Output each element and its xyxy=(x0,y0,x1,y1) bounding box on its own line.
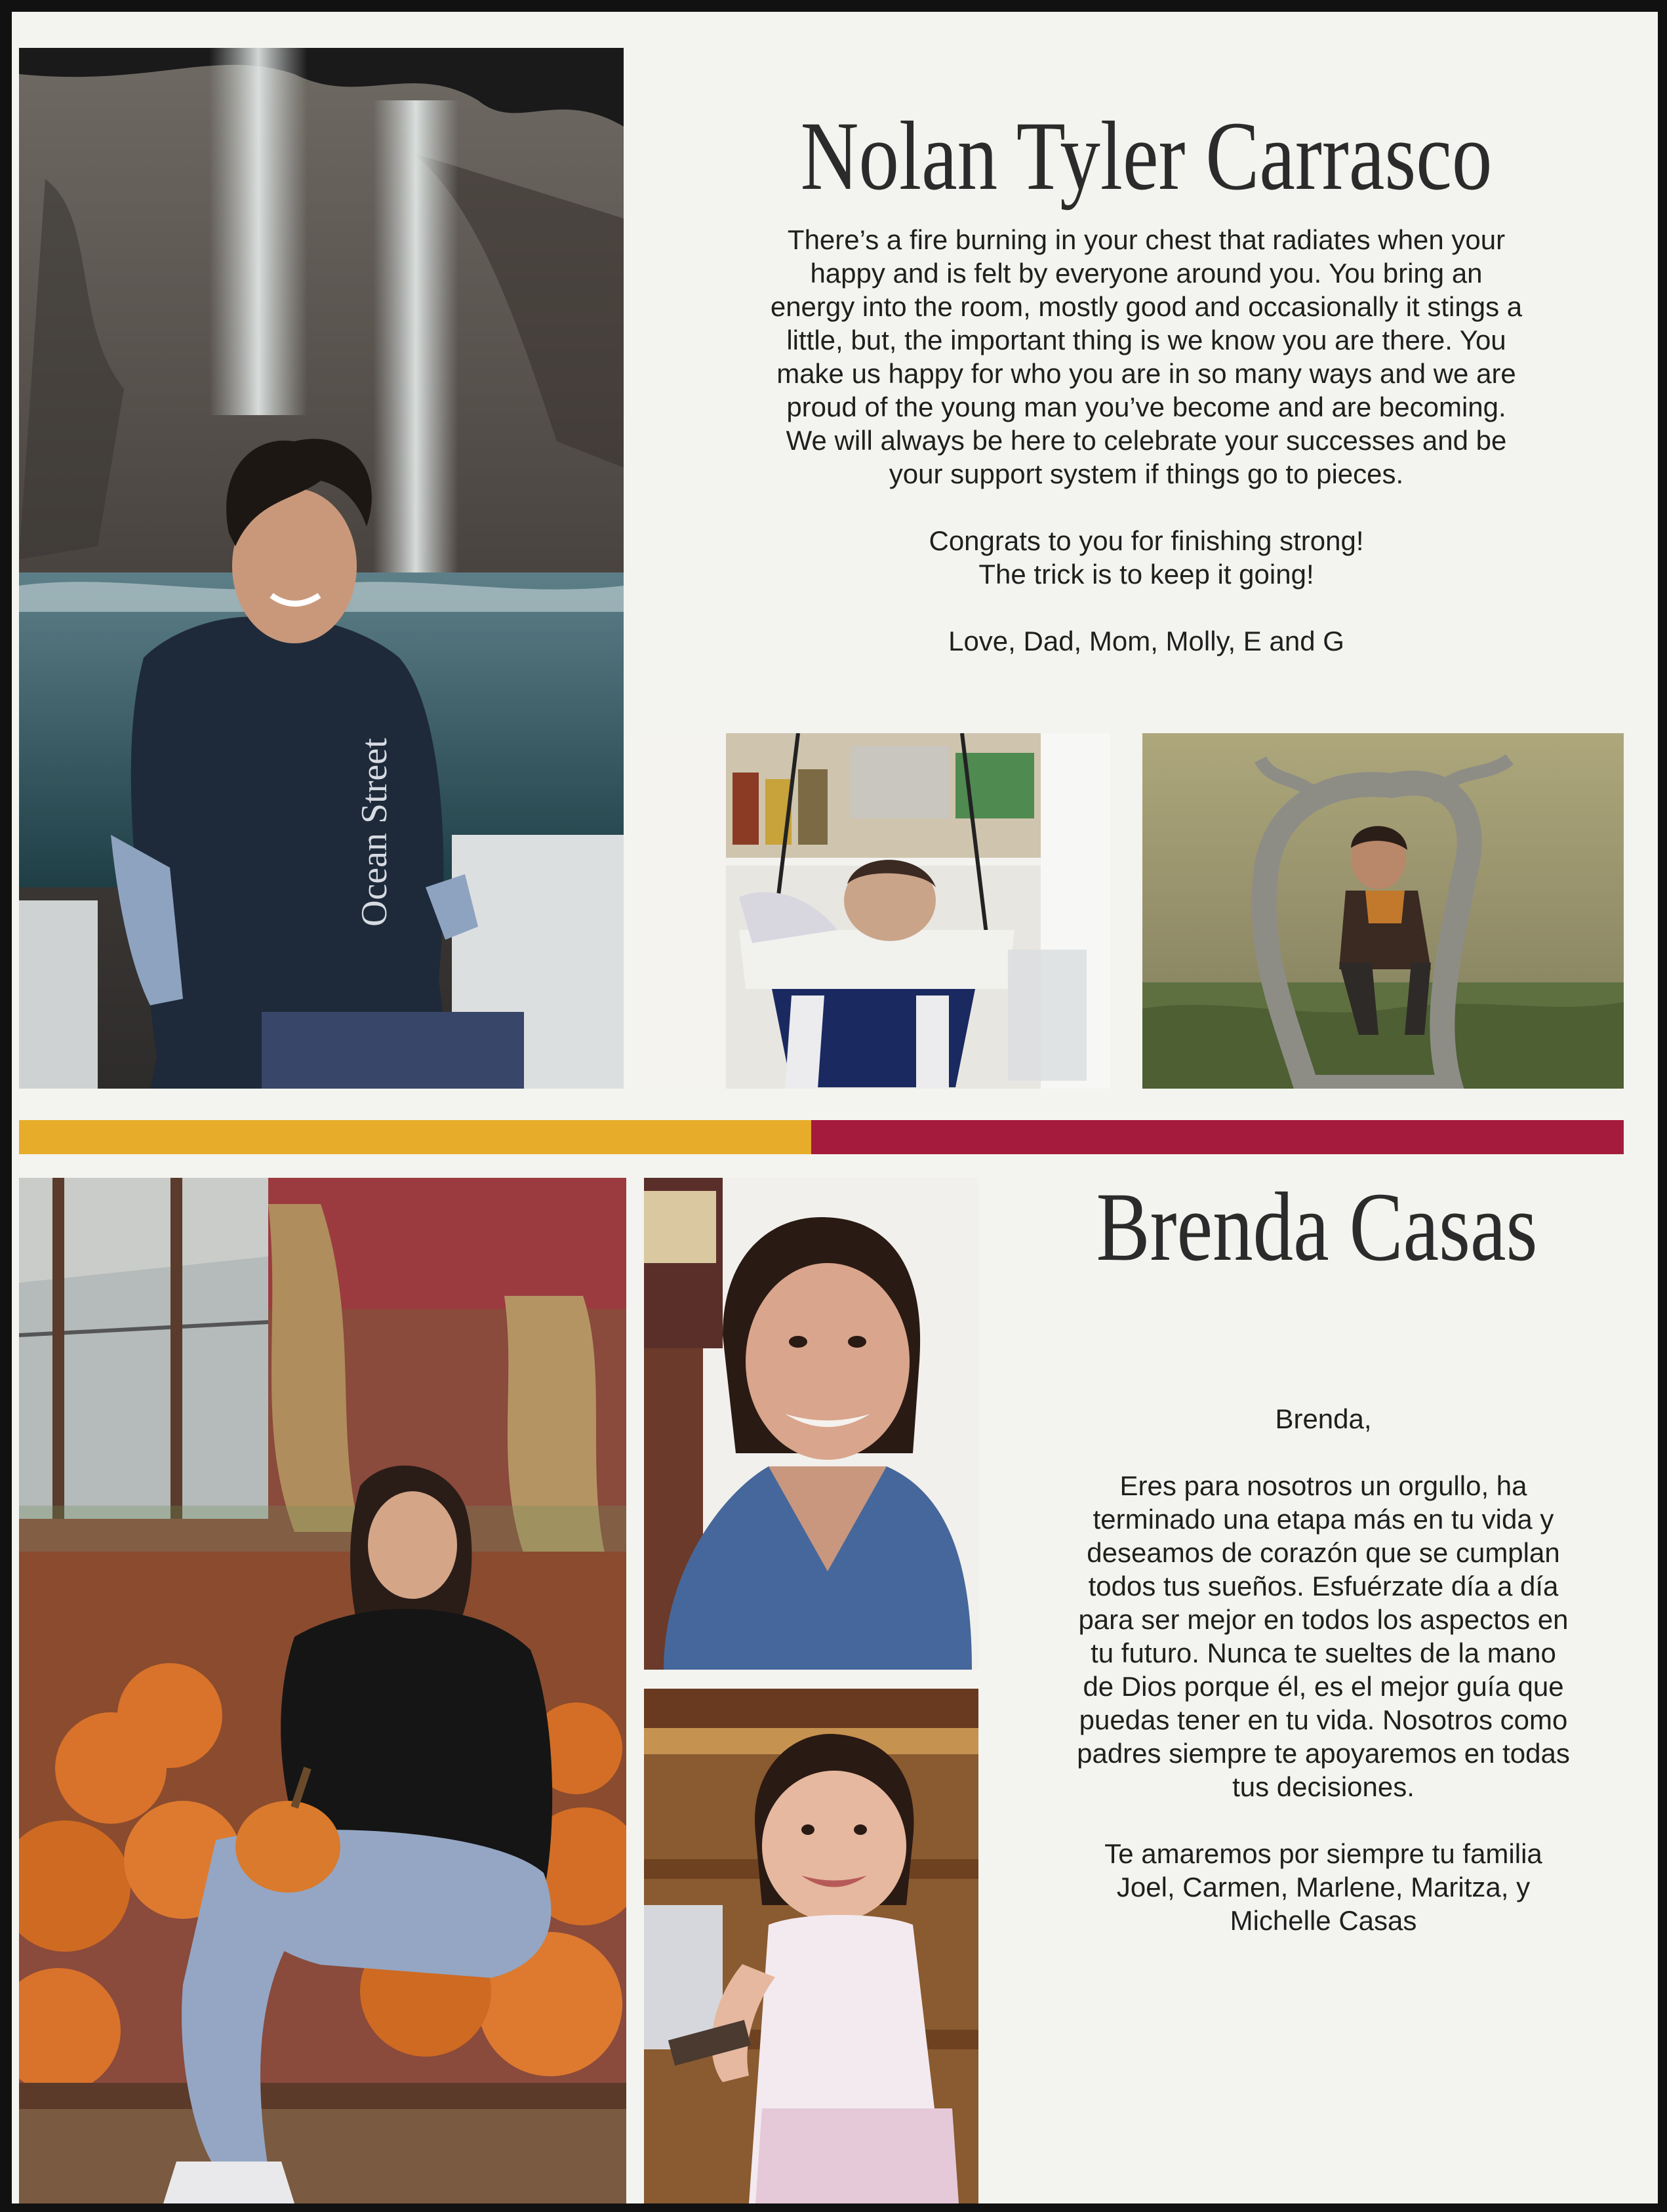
divider-stripe-maroon xyxy=(811,1120,1624,1154)
text-line: para ser mejor en todos los aspectos en xyxy=(1078,1604,1569,1635)
text-line: your support system if things go to pieces. xyxy=(889,458,1404,489)
text-line: make us happy for who you are in so many ways and we are xyxy=(776,358,1516,389)
brenda-message xyxy=(999,1402,1648,1937)
brenda-signature xyxy=(999,1837,1648,1937)
brenda-name-heading: Brenda Casas xyxy=(1096,1173,1538,1281)
text-line: happy and is felt by everyone around you. You bring an xyxy=(810,258,1483,289)
yearbook-page xyxy=(12,12,1658,2203)
text-line: The trick is to keep it going! xyxy=(978,559,1314,590)
text-line: We will always be here to celebrate your successes and be xyxy=(786,425,1507,456)
nolan-senior-photo xyxy=(19,48,624,1089)
text-line: Joel, Carmen, Marlene, Maritza, y xyxy=(1116,1872,1531,1902)
text-line: Congrats to you for finishing strong! xyxy=(929,525,1364,556)
brenda-senior-photo xyxy=(19,1178,626,2203)
text-line: padres siempre te apoyaremos en todas xyxy=(1077,1738,1570,1769)
text-line: todos tus sueños. Esfuérzate día a día xyxy=(1088,1571,1559,1601)
shirt-print-text: Ocean Street xyxy=(354,738,395,927)
text-line: puedas tener en tu vida. Nosotros como xyxy=(1079,1704,1568,1735)
brenda-greeting xyxy=(999,1402,1648,1436)
text-line: little, but, the important thing is we know you are there. You xyxy=(786,325,1506,355)
nolan-congrats xyxy=(654,524,1638,591)
nolan-message-body xyxy=(654,223,1638,491)
text-line: proud of the young man you’ve become and are becoming. xyxy=(786,392,1506,422)
text-line: Love, Dad, Mom, Molly, E and G xyxy=(948,626,1344,656)
nolan-driftwood-photo xyxy=(1142,733,1624,1089)
nolan-signature xyxy=(654,624,1638,658)
text-line: Michelle Casas xyxy=(1230,1905,1417,1936)
text-line: deseamos de corazón que se cumplan xyxy=(1087,1537,1560,1568)
text-line: tu futuro. Nunca te sueltes de la mano xyxy=(1091,1638,1556,1668)
text-line: Te amaremos por siempre tu familia xyxy=(1104,1838,1542,1869)
text-line: Eres para nosotros un orgullo, ha xyxy=(1119,1470,1527,1501)
brenda-braces-photo xyxy=(644,1178,978,1670)
text-line: There’s a fire burning in your chest that radiates when your xyxy=(787,224,1506,255)
divider-stripe-gold xyxy=(19,1120,811,1154)
text-line: tus decisiones. xyxy=(1232,1771,1415,1802)
text-line: energy into the room, mostly good and occasionally it stings a xyxy=(770,291,1523,322)
text-line: terminado una etapa más en tu vida y xyxy=(1093,1504,1554,1535)
brenda-message-body xyxy=(999,1469,1648,1803)
brenda-toddler-photo xyxy=(644,1689,978,2203)
nolan-name-heading: Nolan Tyler Carrasco xyxy=(800,102,1493,211)
nolan-message xyxy=(654,223,1638,658)
text-line: Brenda, xyxy=(1275,1403,1372,1434)
nolan-baby-photo xyxy=(641,733,1110,1089)
text-line: de Dios porque él, es el mejor guía que xyxy=(1083,1671,1564,1702)
